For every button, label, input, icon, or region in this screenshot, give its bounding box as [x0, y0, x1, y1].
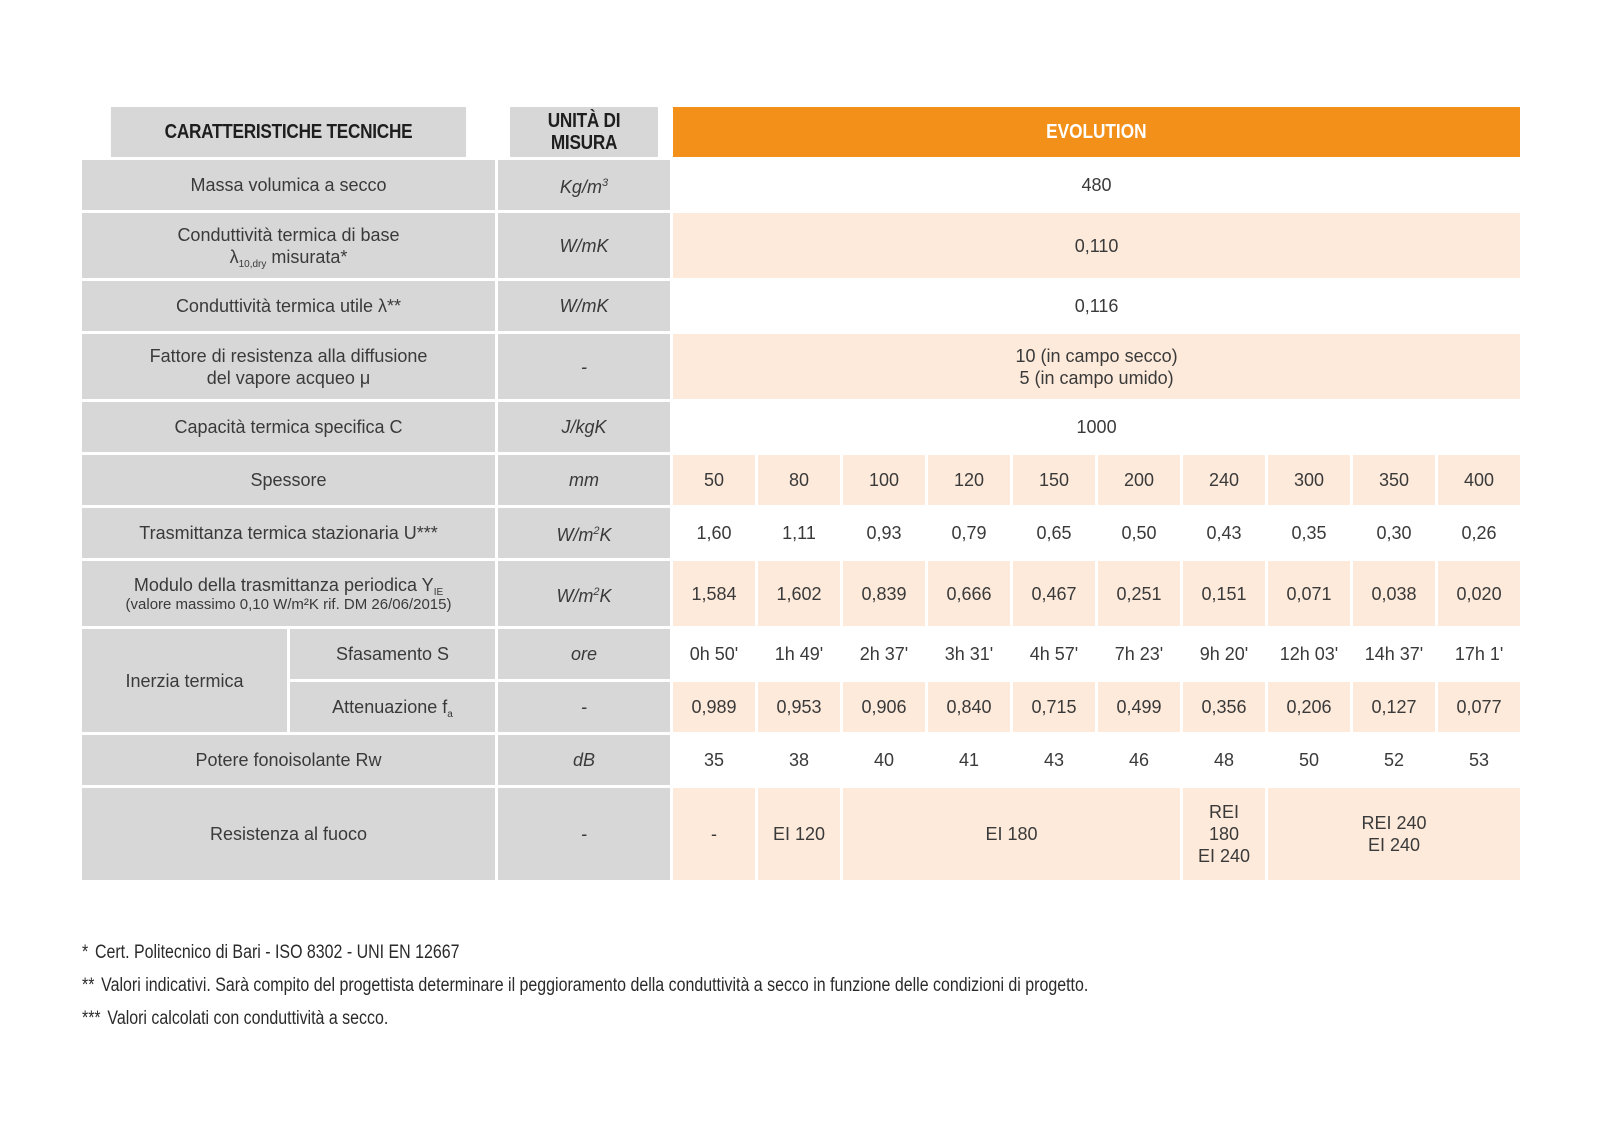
row-cond-utile [82, 281, 1520, 331]
header-row [82, 107, 1520, 157]
row-sfasamento [82, 629, 1520, 679]
value-cond-utile: 0,116 [673, 281, 1520, 331]
value-inerzia-attenuazione-cell: 0,127 [1353, 682, 1435, 732]
unit-massa: $Kg/m^3$ [498, 160, 670, 210]
value-trasmittanza-cell: 1,60 [673, 508, 755, 558]
value-fonoisolante-cell: 46 [1098, 735, 1180, 785]
value-spessore-cell: 300 [1268, 455, 1350, 505]
value-inerzia-attenuazione-cell: 0,499 [1098, 682, 1180, 732]
value-massa: 480 [673, 160, 1520, 210]
value-fuoco-240: REI 180 EI 240 [1183, 788, 1265, 880]
value-inerzia-sfasamento-cell: 2h 37' [843, 629, 925, 679]
row-massa [82, 160, 1520, 210]
value-trasmittanza-cell: 0,26 [1438, 508, 1520, 558]
value-inerzia-sfasamento-cell: 7h 23' [1098, 629, 1180, 679]
value-trasmittanza-cell: 0,65 [1013, 508, 1095, 558]
label-trasmittanza: Trasmittanza termica stazionaria U*** [82, 508, 495, 558]
value-fuoco-80: EI 120 [758, 788, 840, 880]
value-fonoisolante-cell: 43 [1013, 735, 1095, 785]
row-capacita [82, 402, 1520, 452]
value-trasmittanza-cell: 0,35 [1268, 508, 1350, 558]
value-modulo-cell: 0,839 [843, 561, 925, 626]
value-modulo-cell: 0,020 [1438, 561, 1520, 626]
value-fonoisolante-cell: 50 [1268, 735, 1350, 785]
unit-capacita: J/kgK [498, 402, 670, 452]
value-inerzia-sfasamento-cell: 12h 03' [1268, 629, 1350, 679]
value-fonoisolante-cell: 38 [758, 735, 840, 785]
value-inerzia-sfasamento-cell: 1h 49' [758, 629, 840, 679]
value-inerzia-attenuazione-cell: 0,077 [1438, 682, 1520, 732]
value-modulo-cell: 0,151 [1183, 561, 1265, 626]
unit-fuoco: - [498, 788, 670, 880]
header-product: EVOLUTION [673, 107, 1520, 157]
value-inerzia-sfasamento-cell: 17h 1' [1438, 629, 1520, 679]
value-inerzia-sfasamento-cell: 3h 31' [928, 629, 1010, 679]
row-attenuazione [82, 682, 1520, 732]
row-fattore [82, 334, 1520, 399]
value-trasmittanza-cell: 0,50 [1098, 508, 1180, 558]
value-modulo-cell: 1,584 [673, 561, 755, 626]
value-fonoisolante-cell: 48 [1183, 735, 1265, 785]
value-fonoisolante-cell: 53 [1438, 735, 1520, 785]
value-trasmittanza-cell: 0,30 [1353, 508, 1435, 558]
label-attenuazione: Attenuazione $f_a$ [290, 682, 495, 732]
label-modulo: Modulo della trasmittanza periodica $Y_{IE}$ (valore massimo 0,10 W/m²K rif. DM 26/06/2015) [82, 561, 495, 626]
value-inerzia-attenuazione-cell: 0,840 [928, 682, 1010, 732]
value-spessore-cell: 400 [1438, 455, 1520, 505]
value-inerzia-attenuazione-cell: 0,715 [1013, 682, 1095, 732]
unit-trasmittanza: $W/m^2K$ [498, 508, 670, 558]
row-modulo [82, 561, 1520, 626]
value-capacita: 1000 [673, 402, 1520, 452]
value-spessore-cell: 50 [673, 455, 755, 505]
label-fonoisolante: Potere fonoisolante Rw [82, 735, 495, 785]
value-fuoco-50: - [673, 788, 755, 880]
label-capacita: Capacità termica specifica C [82, 402, 495, 452]
value-inerzia-attenuazione-cell: 0,906 [843, 682, 925, 732]
value-modulo-cell: 1,602 [758, 561, 840, 626]
label-massa: Massa volumica a secco [82, 160, 495, 210]
label-inerzia: Inerzia termica [82, 629, 287, 732]
value-modulo-cell: 0,467 [1013, 561, 1095, 626]
footnote: ** Valori indicativi. Sarà compito del progettista determinare il peggioramento della conduttività a secco in funzione delle condizioni di progetto. [82, 975, 1089, 996]
value-fonoisolante-cell: 40 [843, 735, 925, 785]
row-fonoisolante [82, 735, 1520, 785]
label-fattore: Fattore di resistenza alla diffusione del vapore acqueo μ [82, 334, 495, 399]
value-inerzia-sfasamento-cell: 0h 50' [673, 629, 755, 679]
label-cond-utile: Conduttività termica utile λ** [82, 281, 495, 331]
value-fonoisolante-cell: 52 [1353, 735, 1435, 785]
value-inerzia-attenuazione-cell: 0,356 [1183, 682, 1265, 732]
footnotes [82, 936, 1280, 1035]
row-cond-base [82, 213, 1520, 278]
value-fattore: 10 (in campo secco) 5 (in campo umido) [673, 334, 1520, 399]
header-unit: UNITÀ DI MISURA [510, 107, 658, 157]
value-fuoco-100-200: EI 180 [843, 788, 1180, 880]
technical-spec-table [79, 104, 1523, 883]
value-modulo-cell: 0,071 [1268, 561, 1350, 626]
value-trasmittanza-cell: 1,11 [758, 508, 840, 558]
value-trasmittanza-cell: 0,43 [1183, 508, 1265, 558]
value-inerzia-sfasamento-cell: 4h 57' [1013, 629, 1095, 679]
value-spessore-cell: 150 [1013, 455, 1095, 505]
value-spessore-cell: 100 [843, 455, 925, 505]
label-cond-base: Conduttività termica di base $\lambda_{10,dry}$ misurata* [82, 213, 495, 278]
unit-cond-utile: W/mK [498, 281, 670, 331]
value-spessore-cell: 240 [1183, 455, 1265, 505]
unit-fonoisolante: dB [498, 735, 670, 785]
unit-modulo: $W/m^2K$ [498, 561, 670, 626]
value-inerzia-attenuazione-cell: 0,989 [673, 682, 755, 732]
unit-attenuazione: - [498, 682, 670, 732]
footnote: *** Valori calcolati con conduttività a secco. [82, 1008, 389, 1029]
footnote: * Cert. Politecnico di Bari - ISO 8302 - UNI EN 12667 [82, 942, 460, 963]
value-fonoisolante-cell: 35 [673, 735, 755, 785]
value-modulo-cell: 0,666 [928, 561, 1010, 626]
value-modulo-cell: 0,251 [1098, 561, 1180, 626]
unit-sfasamento: ore [498, 629, 670, 679]
value-inerzia-sfasamento-cell: 9h 20' [1183, 629, 1265, 679]
value-inerzia-sfasamento-cell: 14h 37' [1353, 629, 1435, 679]
value-trasmittanza-cell: 0,93 [843, 508, 925, 558]
row-trasmittanza [82, 508, 1520, 558]
header-characteristics: CARATTERISTICHE TECNICHE [111, 107, 466, 157]
value-spessore-cell: 120 [928, 455, 1010, 505]
unit-fattore: - [498, 334, 670, 399]
unit-cond-base: W/mK [498, 213, 670, 278]
row-fuoco [82, 788, 1520, 880]
row-spessore [82, 455, 1520, 505]
value-inerzia-attenuazione-cell: 0,206 [1268, 682, 1350, 732]
value-cond-base: 0,110 [673, 213, 1520, 278]
label-fuoco: Resistenza al fuoco [82, 788, 495, 880]
value-inerzia-attenuazione-cell: 0,953 [758, 682, 840, 732]
label-sfasamento: Sfasamento S [290, 629, 495, 679]
value-fuoco-300-400: REI 240 EI 240 [1268, 788, 1520, 880]
value-fonoisolante-cell: 41 [928, 735, 1010, 785]
value-modulo-cell: 0,038 [1353, 561, 1435, 626]
label-spessore: Spessore [82, 455, 495, 505]
value-spessore-cell: 80 [758, 455, 840, 505]
value-trasmittanza-cell: 0,79 [928, 508, 1010, 558]
value-spessore-cell: 200 [1098, 455, 1180, 505]
unit-spessore: mm [498, 455, 670, 505]
value-spessore-cell: 350 [1353, 455, 1435, 505]
